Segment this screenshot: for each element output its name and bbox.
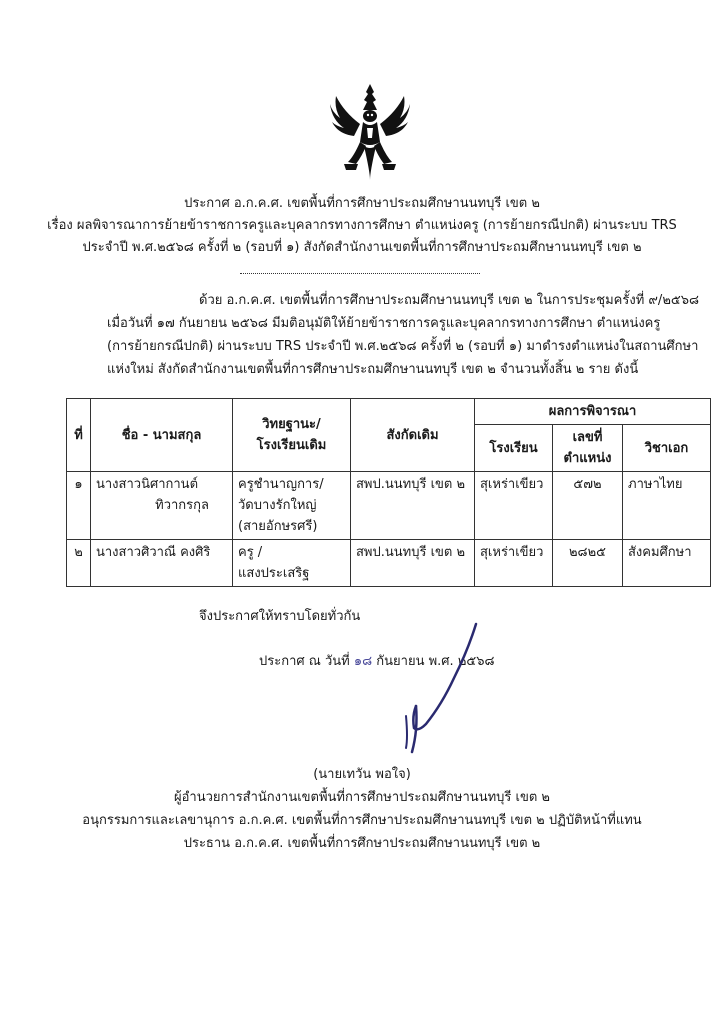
- cell-origin: สพป.นนทบุรี เขต ๒: [351, 540, 475, 587]
- header-standing-line-2: โรงเรียนเดิม: [256, 438, 327, 453]
- header-position-line-1: เลขที่: [572, 430, 603, 445]
- date-suffix: กันยายน พ.ศ. ๒๕๖๘: [376, 654, 495, 669]
- header-position: [553, 425, 623, 472]
- body-paragraph-line-3: (การย้ายกรณีปกติ) ผ่านระบบ TRS ประจำปี พ.ศ.๒๕๖๘ ครั้งที่ ๒ (รอบที่ ๑) มาดำรงตำแหน่งในสถานศึกษา: [107, 339, 699, 354]
- body-paragraph-line-2: เมื่อวันที่ ๑๗ กันยายน ๒๕๖๘ มีมติอนุมัติให้ย้ายข้าราชการครูและบุคลากรทางการศึกษา ตำแหน่งครู: [107, 316, 661, 331]
- table-row: [67, 540, 711, 587]
- header-standing-line-1: วิทยฐานะ/: [262, 417, 321, 432]
- header-result: ผลการพิจารณา: [475, 399, 711, 425]
- signatory-title-1: ผู้อำนวยการสำนักงานเขตพื้นที่การศึกษาประถมศึกษานนทบุรี เขต ๒: [174, 790, 550, 805]
- announcement-subject: เรื่อง ผลพิจารณาการย้ายข้าราชการครูและบุคลากรทางการศึกษา ตำแหน่งครู (การย้ายกรณีปกติ) ผ่านระบบ TRS: [47, 218, 677, 233]
- header-school: โรงเรียน: [475, 425, 553, 472]
- header-name: ชื่อ - นามสกุล: [91, 399, 233, 472]
- cell-standing-line-2: แสงประเสริฐ: [238, 566, 310, 581]
- cell-origin: สพป.นนทบุรี เขต ๒: [351, 472, 475, 540]
- cell-standing: [233, 540, 351, 587]
- cell-name-first: นางสาวนิศากานต์: [96, 477, 199, 492]
- cell-major: ภาษาไทย: [623, 472, 711, 540]
- body-paragraph-line-4: แห่งใหม่ สังกัดสำนักงานเขตพื้นที่การศึกษาประถมศึกษานนทบุรี เขต ๒ จำนวนทั้งสิ้น ๒ ราย ดังนี้: [107, 362, 639, 377]
- divider-dotted: [240, 273, 480, 274]
- cell-name-last: ทิวากรกุล: [155, 498, 209, 513]
- closing-notice: จึงประกาศให้ทราบโดยทั่วกัน: [199, 609, 361, 624]
- header-no: ที่: [67, 399, 91, 472]
- handwritten-signature: [396, 620, 496, 760]
- cell-standing-line-1: ครู /: [238, 545, 263, 560]
- cell-school: สุเหร่าเขียว: [475, 472, 553, 540]
- cell-no: ๑: [67, 472, 91, 540]
- date-prefix: ประกาศ ณ วันที่: [259, 654, 350, 669]
- announcement-title: ประกาศ อ.ก.ค.ศ. เขตพื้นที่การศึกษาประถมศึกษานนทบุรี เขต ๒: [184, 196, 540, 211]
- cell-position-no: ๕๗๒: [553, 472, 623, 540]
- table-row: [67, 472, 711, 540]
- table-header-row: [67, 399, 711, 425]
- body-paragraph-line-1: ด้วย อ.ก.ค.ศ. เขตพื้นที่การศึกษาประถมศึกษานนทบุรี เขต ๒ ในการประชุมครั้งที่ ๙/๒๕๖๘: [199, 293, 700, 308]
- header-origin: สังกัดเดิม: [351, 399, 475, 472]
- signatory-name: (นายเทวัน พอใจ): [313, 767, 411, 782]
- signatory-title-3: ประธาน อ.ก.ค.ศ. เขตพื้นที่การศึกษาประถมศึกษานนทบุรี เขต ๒: [183, 836, 541, 851]
- date-day: ๑๘: [353, 654, 373, 669]
- cell-name: [91, 472, 233, 540]
- cell-standing-line-3: (สายอักษรศรี): [238, 519, 318, 534]
- header-position-line-2: ตำแหน่ง: [563, 451, 612, 466]
- header-major: วิชาเอก: [623, 425, 711, 472]
- cell-standing: [233, 472, 351, 540]
- cell-major: สังคมศึกษา: [623, 540, 711, 587]
- cell-school: สุเหร่าเขียว: [475, 540, 553, 587]
- results-table: [66, 398, 711, 587]
- cell-standing-line-1: ครูชำนาญการ/: [238, 477, 324, 492]
- signatory-title-2: อนุกรรมการและเลขานุการ อ.ก.ค.ศ. เขตพื้นที่การศึกษาประถมศึกษานนทบุรี เขต ๒ ปฏิบัติหน้าที่แทน: [82, 813, 642, 828]
- cell-name: นางสาวศิวาณี คงศิริ: [91, 540, 233, 587]
- announcement-subject-cont: ประจำปี พ.ศ.๒๕๖๘ ครั้งที่ ๒ (รอบที่ ๑) สังกัดสำนักงานเขตพื้นที่การศึกษาประถมศึกษานนทบุรี เขต ๒: [82, 240, 642, 255]
- header-standing: [233, 399, 351, 472]
- cell-no: ๒: [67, 540, 91, 587]
- cell-position-no: ๒๘๒๕: [553, 540, 623, 587]
- cell-standing-line-2: วัดบางรักใหญ่: [238, 498, 317, 513]
- garuda-emblem-icon: [330, 82, 410, 182]
